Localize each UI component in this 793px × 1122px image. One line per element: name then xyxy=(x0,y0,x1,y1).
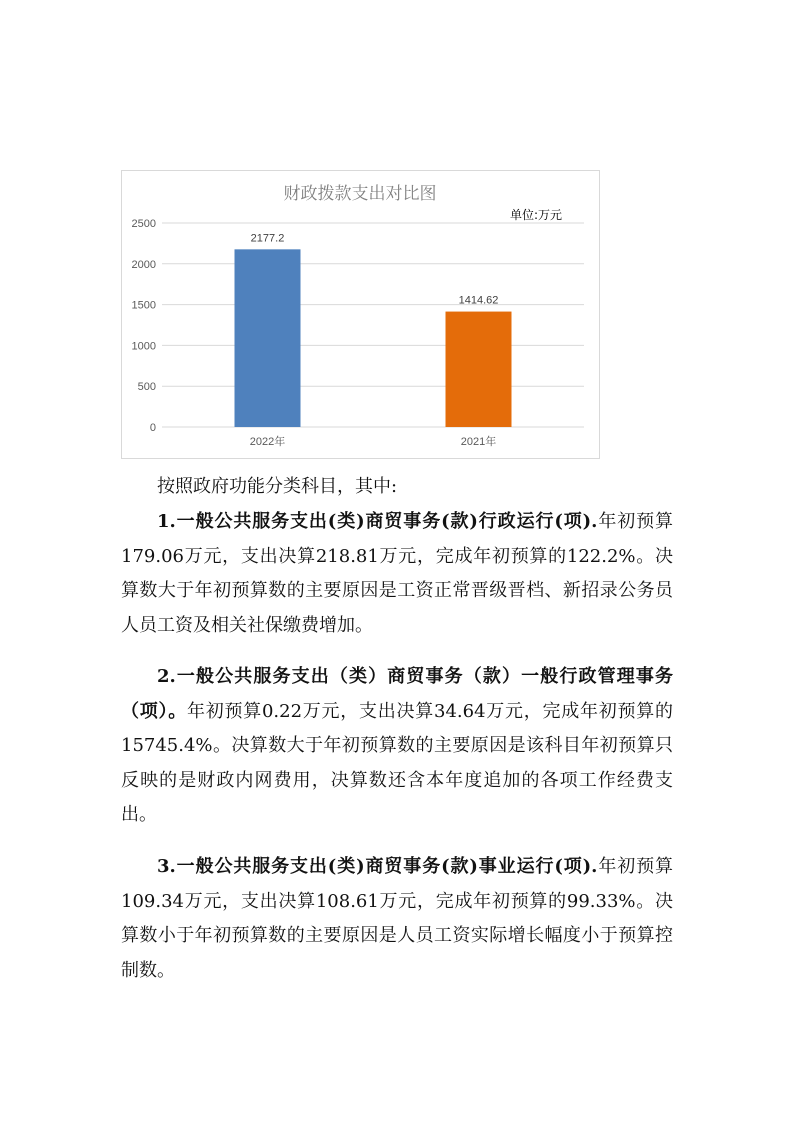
item-3-heading: 3.一般公共服务支出(类)商贸事务(款)事业运行(项). xyxy=(157,856,598,877)
y-tick-label: 1500 xyxy=(131,299,156,312)
item-2-text: 年初预算0.22万元，支出决算34.64万元，完成年初预算的15745.4%。决算数大于年初预算数的主要原因是该科目年初预算只反映的是财政内网费用，决算数还含本年度追加的各项工作经费支出。 xyxy=(121,700,673,825)
x-tick-label-2: 2021年 xyxy=(460,436,497,448)
item-3 xyxy=(121,850,673,988)
item-2-heading: 2.一般公共服务支出（类）商贸事务（款）一般行政管理事务（项）。 xyxy=(121,666,673,722)
chart-title: 财政拨款支出对比图 xyxy=(283,184,437,204)
intro-paragraph xyxy=(121,470,673,505)
bar-chart xyxy=(122,171,599,458)
data-label-2: 1414.62 xyxy=(458,294,499,307)
y-tick-label: 1000 xyxy=(131,340,156,353)
bar-1 xyxy=(235,249,301,427)
data-label-1: 2177.2 xyxy=(250,232,285,245)
item-1-text: 年初预算179.06万元，支出决算218.81万元，完成年初预算的122.2%。决算数大于年初预算数的主要原因是工资正常晋级晋档、新招录公务员人员工资及相关社保缴费增加。 xyxy=(121,511,674,636)
item-2 xyxy=(121,660,673,833)
bar-2 xyxy=(446,312,512,427)
y-tick-label: 2500 xyxy=(131,218,156,230)
item-1-heading: 1.一般公共服务支出(类)商贸事务(款)行政运行(项). xyxy=(157,511,598,532)
x-tick-label-1: 2022年 xyxy=(249,436,286,448)
item-3-text: 年初预算109.34万元，支出决算108.61万元，完成年初预算的99.33%。决算数小于年初预算数的主要原因是人员工资实际增长幅度小于预算控制数。 xyxy=(121,856,674,981)
y-tick-label: 500 xyxy=(137,381,156,394)
y-tick-label: 0 xyxy=(149,422,156,434)
intro-text: 按照政府功能分类科目，其中: xyxy=(157,476,398,497)
y-tick-label: 2000 xyxy=(131,258,156,271)
chart-unit-label: 单位:万元 xyxy=(510,208,563,222)
item-1 xyxy=(121,505,673,643)
chart-container xyxy=(121,170,600,459)
